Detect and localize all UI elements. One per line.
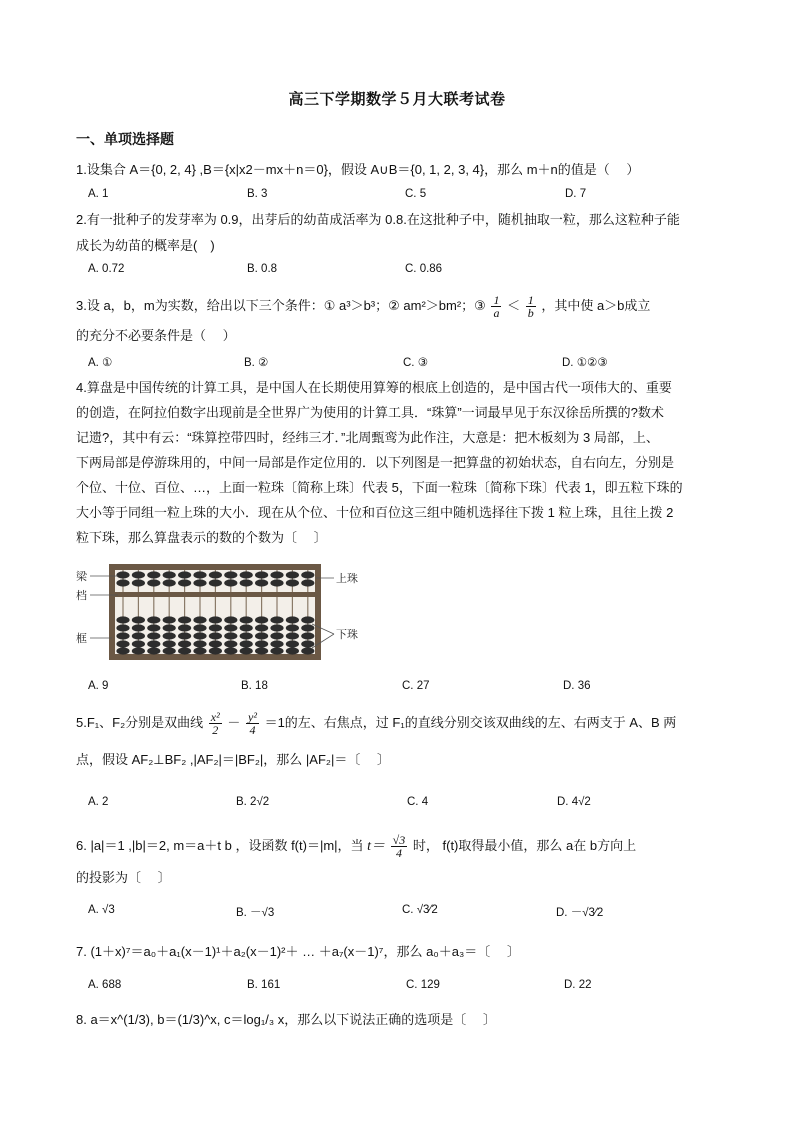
question-2-line-1: 2.有一批种子的发芽率为 0.9，出芽后的幼苗成活率为 0.8.在这批种子中，随机抽取一粒，那么这粒种子能 xyxy=(76,212,680,227)
lower-bead xyxy=(209,624,222,631)
lower-bead xyxy=(147,640,160,647)
lower-bead xyxy=(209,616,222,623)
lower-bead xyxy=(240,616,253,623)
q3-line1-part-a: 3.设 a，b，m为实数，给出以下三个条件：① a³＞b³；② am²＞bm²；③ xyxy=(76,297,486,313)
question-4-line-7: 粒下珠，那么算盘表示的数的个数为〔 〕 xyxy=(76,530,327,545)
lower-bead xyxy=(178,616,191,623)
lower-bead xyxy=(116,647,129,654)
lower-bead xyxy=(163,624,176,631)
lower-bead xyxy=(132,632,145,639)
question-2-line-2: 成长为幼苗的概率是( ) xyxy=(76,238,215,253)
upper-bead xyxy=(301,571,314,578)
lower-bead xyxy=(116,640,129,647)
lower-bead xyxy=(147,647,160,654)
upper-bead xyxy=(209,571,222,578)
q2-option-b: B. 0.8 xyxy=(247,263,278,275)
q5-fraction-x xyxy=(209,711,222,736)
label-xiazhu: 下珠 xyxy=(336,629,358,641)
q5-option-b: B. 2√2 xyxy=(236,796,270,808)
q7-option-c: C. 129 xyxy=(406,979,440,991)
q3-less-than: ＜ xyxy=(507,297,521,313)
q1-option-b: B. 3 xyxy=(247,188,268,200)
lower-bead xyxy=(301,632,314,639)
q1-option-c: C. 5 xyxy=(405,188,427,200)
lower-bead xyxy=(301,616,314,623)
lower-bead xyxy=(193,647,206,654)
lower-bead xyxy=(178,632,191,639)
q5-fraction-y xyxy=(246,711,259,736)
lower-bead xyxy=(116,632,129,639)
lower-bead xyxy=(301,647,314,654)
lower-bead xyxy=(286,616,299,623)
question-3-line-1 xyxy=(76,294,650,319)
lower-bead xyxy=(224,624,237,631)
q5-minus: － xyxy=(227,714,241,730)
upper-bead xyxy=(224,571,237,578)
page-title: 高三下学期数学５月大联考试卷 xyxy=(288,91,506,108)
q6-option-c: C. √3⁄2 xyxy=(402,904,438,916)
lower-bead xyxy=(147,632,160,639)
abacus-beam xyxy=(115,592,315,597)
upper-bead xyxy=(255,579,268,586)
lower-bead xyxy=(116,616,129,623)
question-7-text: 7. (1＋x)⁷＝a₀＋a₁(x－1)¹＋a₂(x－1)²＋ … ＋a₇(x－1)⁷，那么 a₀＋a₃＝〔 〕 xyxy=(76,944,520,959)
upper-bead xyxy=(270,579,283,586)
lower-bead xyxy=(240,647,253,654)
question-4-line-6: 大小等于同组一粒上珠的大小．现在从个位、十位和百位这三组中随机选择往下拨 1 粒上珠，且往上拨 2 xyxy=(76,505,674,520)
q5-frac-y-den: 4 xyxy=(249,723,256,737)
upper-bead xyxy=(193,571,206,578)
label-dang: 档 xyxy=(76,590,87,602)
question-4-line-3: 记遗?，其中有云：“珠算控带四时，经纬三才．”北周甄鸾为此作注，大意是：把木板刻为 3 局部，上、 xyxy=(76,430,659,445)
q3-fraction-1b xyxy=(526,294,536,319)
question-1-text: 1.设集合 A＝{0, 2, 4} ,B＝{x|x2－mx＋n＝0}，假设 A∪B＝{0, 1, 2, 3, 4}，那么 m＋n的值是（ ） xyxy=(76,162,640,177)
q3-option-c: C. ③ xyxy=(403,357,429,369)
q3-frac-den-b: b xyxy=(527,306,534,320)
abacus-figure xyxy=(76,558,366,664)
question-8-text: 8. a＝x^(1/3), b＝(1/3)^x, c＝log₁/₃ x，那么以下说法正确的选项是〔 〕 xyxy=(76,1012,496,1027)
q3-frac-num-b: 1 xyxy=(527,293,534,307)
q3-option-b: B. ② xyxy=(244,357,269,369)
question-4-line-1: 4.算盘是中国传统的计算工具，是中国人在长期使用算筹的根底上创造的，是中国古代一项伟大的、重要 xyxy=(76,380,672,395)
lower-bead xyxy=(301,624,314,631)
lower-bead xyxy=(224,616,237,623)
lower-bead xyxy=(178,647,191,654)
lower-bead xyxy=(193,640,206,647)
lower-bead xyxy=(270,632,283,639)
q5-option-c: C. 4 xyxy=(407,796,429,808)
lower-bead xyxy=(224,632,237,639)
q2-option-a: A. 0.72 xyxy=(88,263,125,275)
question-3-options xyxy=(0,355,794,371)
question-1-options xyxy=(0,188,794,204)
q6-line1-part-a: 6. |a|＝1 ,|b|＝2, m＝a＋t b ，设函数 f(t)＝|m|，当 xyxy=(76,837,364,853)
upper-bead xyxy=(163,571,176,578)
q5-option-a: A. 2 xyxy=(88,796,109,808)
question-3-line-2: 的充分不必要条件是（ ） xyxy=(76,328,236,343)
q3-frac-den-a: a xyxy=(493,306,500,320)
lower-bead xyxy=(286,640,299,647)
upper-bead xyxy=(178,571,191,578)
question-6-line-2: 的投影为〔 〕 xyxy=(76,870,171,885)
lower-bead xyxy=(132,640,145,647)
question-4-line-2: 的创造，在阿拉伯数字出现前是全世界广为使用的计算工具．“珠算”一词最早见于东汉徐岳所撰的?数术 xyxy=(76,405,664,420)
lower-bead xyxy=(132,647,145,654)
lower-bead xyxy=(224,640,237,647)
q6-t-fraction xyxy=(391,834,408,859)
upper-bead xyxy=(178,579,191,586)
lower-bead xyxy=(255,616,268,623)
q7-option-b: B. 161 xyxy=(247,979,281,991)
upper-bead xyxy=(132,579,145,586)
q3-fraction-1a xyxy=(491,294,501,319)
upper-bead xyxy=(193,579,206,586)
q4-option-a: A. 9 xyxy=(88,680,109,692)
question-6-line-1 xyxy=(76,834,636,859)
q7-option-d: D. 22 xyxy=(564,979,592,991)
lower-bead xyxy=(224,647,237,654)
lower-bead xyxy=(270,624,283,631)
upper-bead xyxy=(116,571,129,578)
upper-bead xyxy=(132,571,145,578)
q3-option-a: A. ① xyxy=(88,357,113,369)
lower-bead xyxy=(209,640,222,647)
q6-t-num: √3 xyxy=(392,833,406,847)
q3-frac-num-a: 1 xyxy=(493,293,500,307)
q5-option-d: D. 4√2 xyxy=(557,796,591,808)
question-2-options xyxy=(0,263,794,279)
question-4-line-4: 下两局部是停游珠用的，中间一局部是作定位用的．以下列图是一把算盘的初始状态，自右向左，分别是 xyxy=(76,455,675,470)
upper-bead xyxy=(286,571,299,578)
lower-bead xyxy=(163,616,176,623)
q2-option-c: C. 0.86 xyxy=(405,263,443,275)
lower-bead xyxy=(255,640,268,647)
question-5-options xyxy=(0,796,794,812)
q7-option-a: A. 688 xyxy=(88,979,122,991)
q4-option-b: B. 18 xyxy=(241,680,268,692)
upper-bead xyxy=(286,579,299,586)
lower-bead xyxy=(286,624,299,631)
lower-bead xyxy=(209,647,222,654)
section-heading: 一、单项选择题 xyxy=(76,131,174,147)
question-5-line-1 xyxy=(76,711,676,736)
lower-bead xyxy=(286,647,299,654)
q6-t-den: 4 xyxy=(395,846,402,860)
q5-frac-y-num: y² xyxy=(248,710,257,724)
q6-t-label: t＝ xyxy=(367,838,386,854)
q4-option-c: C. 27 xyxy=(402,680,430,692)
upper-bead xyxy=(240,571,253,578)
q6-option-b: B. －√3 xyxy=(236,907,275,919)
lower-bead xyxy=(163,647,176,654)
upper-bead xyxy=(116,579,129,586)
upper-bead xyxy=(163,579,176,586)
lower-bead xyxy=(132,616,145,623)
lower-bead xyxy=(147,616,160,623)
upper-bead xyxy=(270,571,283,578)
lower-bead xyxy=(270,640,283,647)
lower-bead xyxy=(255,624,268,631)
upper-bead xyxy=(209,579,222,586)
q5-line1-part-a: 5.F₁、F₂分别是双曲线 xyxy=(76,714,204,730)
q3-line1-part-b: ，其中使 a＞b成立 xyxy=(541,297,651,313)
lower-bead xyxy=(301,640,314,647)
upper-bead xyxy=(147,571,160,578)
question-7-options xyxy=(0,979,794,995)
lower-bead xyxy=(147,624,160,631)
question-4-line-5: 个位、十位、百位、…，上面一粒珠〔简称上珠〕代表 5，下面一粒珠〔简称下珠〕代表 1，即五粒下珠的 xyxy=(76,480,683,495)
q6-line1-part-b: 时， f(t)取得最小值，那么 a在 b方向上 xyxy=(412,837,637,853)
q5-line1-part-b: ＝1的左、右焦点，过 F₁的直线分别交该双曲线的左、右两支于 A、B 两 xyxy=(264,714,677,730)
lower-bead xyxy=(132,624,145,631)
lower-bead xyxy=(178,640,191,647)
label-liang: 梁 xyxy=(76,571,87,583)
lower-bead xyxy=(193,624,206,631)
lower-bead xyxy=(163,640,176,647)
lower-bead xyxy=(270,616,283,623)
q1-option-d: D. 7 xyxy=(565,188,587,200)
lower-bead xyxy=(240,640,253,647)
lower-bead xyxy=(163,632,176,639)
lower-bead xyxy=(209,632,222,639)
lower-bead xyxy=(255,632,268,639)
lower-bead xyxy=(240,632,253,639)
lower-bead xyxy=(240,624,253,631)
lower-bead xyxy=(193,632,206,639)
upper-bead xyxy=(255,571,268,578)
upper-bead xyxy=(147,579,160,586)
upper-bead xyxy=(240,579,253,586)
lower-bead xyxy=(286,632,299,639)
upper-bead xyxy=(224,579,237,586)
label-kuang: 框 xyxy=(76,633,87,645)
lower-bead xyxy=(270,647,283,654)
q1-option-a: A. 1 xyxy=(88,188,109,200)
question-4-options xyxy=(0,680,794,696)
question-6-options xyxy=(0,904,794,920)
q5-frac-x-num: x² xyxy=(210,710,220,724)
upper-bead xyxy=(301,579,314,586)
q4-option-d: D. 36 xyxy=(563,680,591,692)
lower-bead xyxy=(178,624,191,631)
q3-option-d: D. ①②③ xyxy=(562,357,608,369)
q6-option-d: D. －√3⁄2 xyxy=(556,907,604,919)
label-shangzhu: 上珠 xyxy=(336,573,358,585)
question-5-line-2: 点，假设 AF₂⊥BF₂ ,|AF₂|＝|BF₂|，那么 |AF₂|＝〔 〕 xyxy=(76,752,390,767)
lower-bead xyxy=(255,647,268,654)
q5-frac-x-den: 2 xyxy=(212,723,219,737)
lower-bead xyxy=(193,616,206,623)
lower-bead xyxy=(116,624,129,631)
q6-option-a: A. √3 xyxy=(88,904,115,916)
